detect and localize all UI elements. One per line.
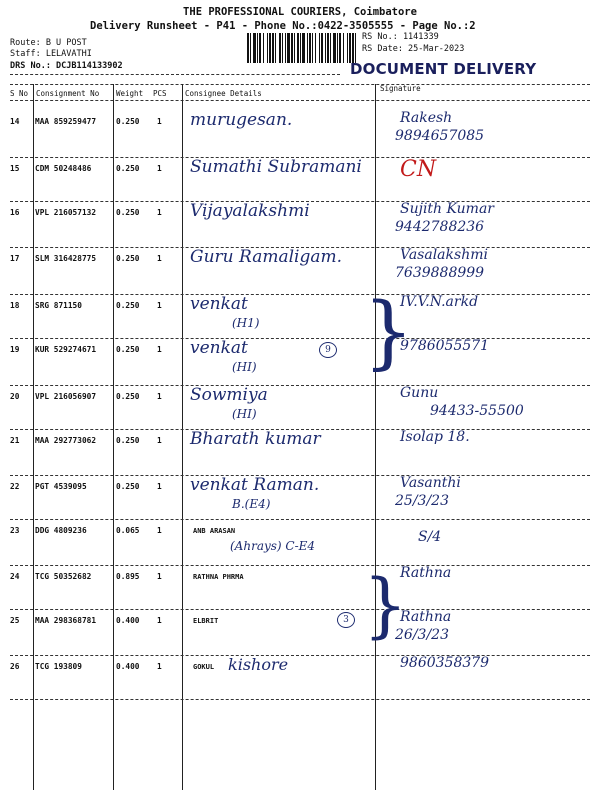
row-consignee-handwritten: murugesan. [190, 110, 293, 130]
barcode-bar [263, 33, 264, 63]
row-pcs: 1 [157, 392, 162, 401]
row-signature: S/4 [418, 529, 442, 545]
row-consignee-handwritten: Vijayalakshmi [190, 201, 310, 221]
barcode-bar [321, 33, 323, 63]
row-sno: 26 [10, 662, 20, 671]
row-weight: 0.250 [116, 117, 140, 126]
row-signature-line2: 7639888999 [395, 265, 485, 281]
row-weight: 0.250 [116, 208, 140, 217]
row-sno: 18 [10, 301, 20, 310]
col-divider [113, 84, 114, 790]
row-signature: 9860358379 [400, 655, 490, 671]
barcode-bar [325, 33, 326, 63]
row-consignee-handwritten: kishore [228, 655, 289, 674]
drs-number: DRS No.: DCJB114133902 [10, 61, 123, 71]
row-printed-name: ELBRIT [193, 617, 219, 625]
row-pcs: 1 [157, 254, 162, 263]
barcode-bar [343, 33, 344, 63]
row-consignee-note: (HI) [232, 360, 257, 374]
barcode-bar [279, 33, 281, 63]
row-consignment: VPL 216056907 [35, 392, 97, 401]
row-signature-line2: 9442788236 [395, 219, 485, 235]
row-weight: 0.065 [116, 526, 140, 535]
row-signature: Rathna [400, 609, 452, 625]
barcode-bar [315, 33, 316, 63]
rs-number: RS No.: 1141339 [362, 32, 439, 42]
row-pcs: 1 [157, 117, 162, 126]
row-pcs: 1 [157, 616, 162, 625]
row-printed-name: GOKUL [193, 663, 215, 671]
barcode-bar [287, 33, 290, 63]
row-consignment: TCG 50352682 [35, 572, 92, 581]
row-pcs: 1 [157, 436, 162, 445]
row-sno: 23 [10, 526, 20, 535]
row-signature-line2: 25/3/23 [395, 493, 449, 509]
barcode-bar [282, 33, 283, 63]
col-divider [182, 84, 183, 790]
row-sno: 21 [10, 436, 20, 445]
barcode-bar [259, 33, 261, 63]
row-consignee-note: (Ahrays) C-E4 [230, 539, 316, 553]
barcode-bar [302, 33, 305, 63]
row-consignment: DDG 4809236 [35, 526, 87, 535]
row-pcs: 1 [157, 301, 162, 310]
rs-date: RS Date: 25-Mar-2023 [362, 44, 465, 54]
row-consignment: MAA 292773062 [35, 436, 97, 445]
row-weight: 0.250 [116, 164, 140, 173]
col-header-pcs: PCS [153, 89, 167, 98]
barcode-bar [327, 33, 329, 63]
row-consignee-note: B.(E4) [232, 497, 271, 511]
barcode-bar [339, 33, 341, 63]
row-signature: Rakesh [400, 110, 453, 126]
row-consignment: KUR 529274671 [35, 345, 97, 354]
row-signature: CN [400, 157, 437, 182]
row-pcs: 1 [157, 208, 162, 217]
barcode-bar [294, 33, 295, 63]
row-separator [10, 385, 590, 386]
row-weight: 0.400 [116, 662, 140, 671]
row-consignee-handwritten: Sumathi Subramani [190, 157, 362, 177]
circled-mark: 3 [337, 612, 355, 628]
barcode-bar [272, 33, 274, 63]
row-pcs: 1 [157, 345, 162, 354]
barcode-bar [291, 33, 293, 63]
barcode-bar [355, 33, 356, 63]
header-top-border [10, 84, 590, 85]
barcode-bar [319, 33, 320, 63]
row-pcs: 1 [157, 572, 162, 581]
row-consignment: SLM 316428775 [35, 254, 97, 263]
barcode-bar [275, 33, 276, 63]
barcode-bar [337, 33, 338, 63]
row-consignment: CDM 50248486 [35, 164, 92, 173]
col-header-consignment: Consignment No [36, 89, 100, 98]
col-divider [33, 84, 34, 790]
row-consignment: MAA 859259477 [35, 117, 97, 126]
row-sno: 14 [10, 117, 20, 126]
row-consignment: VPL 216057132 [35, 208, 97, 217]
barcode-bar [257, 33, 258, 63]
row-weight: 0.895 [116, 572, 140, 581]
row-consignee-handwritten: Sowmiya [190, 385, 268, 405]
row-consignment: SRG 871150 [35, 301, 82, 310]
row-pcs: 1 [157, 526, 162, 535]
barcode-bar [330, 33, 331, 63]
barcode-bar [247, 33, 249, 63]
row-consignee-note: (H1) [232, 316, 260, 330]
row-signature: Vasalakshmi [400, 247, 488, 263]
row-signature: Rathna [400, 565, 452, 581]
barcode-bar [300, 33, 301, 63]
row-signature: Gunu [400, 385, 439, 401]
row-consignee-handwritten: Bharath kumar [190, 429, 321, 449]
row-consignment: TCG 193809 [35, 662, 82, 671]
col-header-weight: Weight [116, 89, 144, 98]
row-separator [10, 565, 590, 566]
barcode-image [247, 33, 357, 63]
row-signature: IV.V.N.arkd [400, 294, 479, 310]
row-consignment: PGT 4539095 [35, 482, 87, 491]
row-signature: 9786055571 [400, 338, 490, 354]
row-signature-line2: 94433-55500 [430, 403, 524, 419]
staff-label: Staff: LELAVATHI [10, 49, 92, 59]
barcode-bar [307, 33, 308, 63]
row-weight: 0.250 [116, 482, 140, 491]
header-bottom-border [10, 100, 590, 101]
row-weight: 0.250 [116, 345, 140, 354]
col-header-signature: Signature [380, 84, 421, 93]
row-weight: 0.400 [116, 616, 140, 625]
row-weight: 0.250 [116, 436, 140, 445]
barcode-bar [349, 33, 351, 63]
row-consignee-handwritten: venkat Raman. [190, 475, 320, 495]
col-header-details: Consignee Details [185, 89, 262, 98]
meta-divider [10, 74, 340, 75]
row-sno: 24 [10, 572, 20, 581]
barcode-bar [347, 33, 348, 63]
row-consignee-handwritten: venkat [190, 294, 248, 314]
row-sno: 15 [10, 164, 20, 173]
row-pcs: 1 [157, 164, 162, 173]
row-pcs: 1 [157, 662, 162, 671]
row-separator [10, 655, 590, 656]
row-consignee-handwritten: venkat [190, 338, 248, 358]
row-separator [10, 519, 590, 520]
row-sno: 17 [10, 254, 20, 263]
row-sno: 20 [10, 392, 20, 401]
route-label: Route: B U POST [10, 38, 87, 48]
row-separator [10, 699, 590, 700]
barcode-bar [269, 33, 271, 63]
row-weight: 0.250 [116, 301, 140, 310]
row-signature-line2: 26/3/23 [395, 627, 449, 643]
barcode-bar [285, 33, 286, 63]
barcode-bar [297, 33, 299, 63]
row-separator [10, 338, 590, 339]
company-title: THE PROFESSIONAL COURIERS, Coimbatore [183, 6, 417, 18]
row-signature-line2: 9894657085 [395, 128, 485, 144]
row-weight: 0.250 [116, 254, 140, 263]
row-pcs: 1 [157, 482, 162, 491]
barcode-bar [352, 33, 354, 63]
brace-mark: } [363, 564, 408, 646]
row-signature: Isolap 18. [400, 429, 470, 445]
barcode-bar [333, 33, 336, 63]
document-delivery-stamp: DOCUMENT DELIVERY [350, 60, 537, 78]
row-signature: Vasanthi [400, 475, 461, 491]
barcode-bar [312, 33, 313, 63]
row-consignment: MAA 298368781 [35, 616, 97, 625]
col-divider [375, 84, 376, 790]
row-printed-name: RATHNA PHRMA [193, 573, 244, 581]
brace-mark: } [363, 285, 414, 378]
barcode-bar [250, 33, 251, 63]
row-sno: 16 [10, 208, 20, 217]
row-sno: 25 [10, 616, 20, 625]
row-weight: 0.250 [116, 392, 140, 401]
barcode-bar [309, 33, 311, 63]
row-signature: Sujith Kumar [400, 201, 495, 217]
runsheet-title: Delivery Runsheet - P41 - Phone No.:0422-3505555 - Page No.:2 [90, 20, 476, 32]
circled-mark: 9 [319, 342, 337, 358]
row-sno: 22 [10, 482, 20, 491]
row-separator [10, 609, 590, 610]
barcode-bar [267, 33, 268, 63]
row-sno: 19 [10, 345, 20, 354]
row-consignee-note: (HI) [232, 407, 257, 421]
row-separator [10, 294, 590, 295]
row-printed-name: ANB ARASAN [193, 527, 236, 535]
col-header-sno: S No [10, 89, 29, 98]
row-consignee-handwritten: Guru Ramaligam. [190, 247, 343, 267]
barcode-bar [253, 33, 256, 63]
